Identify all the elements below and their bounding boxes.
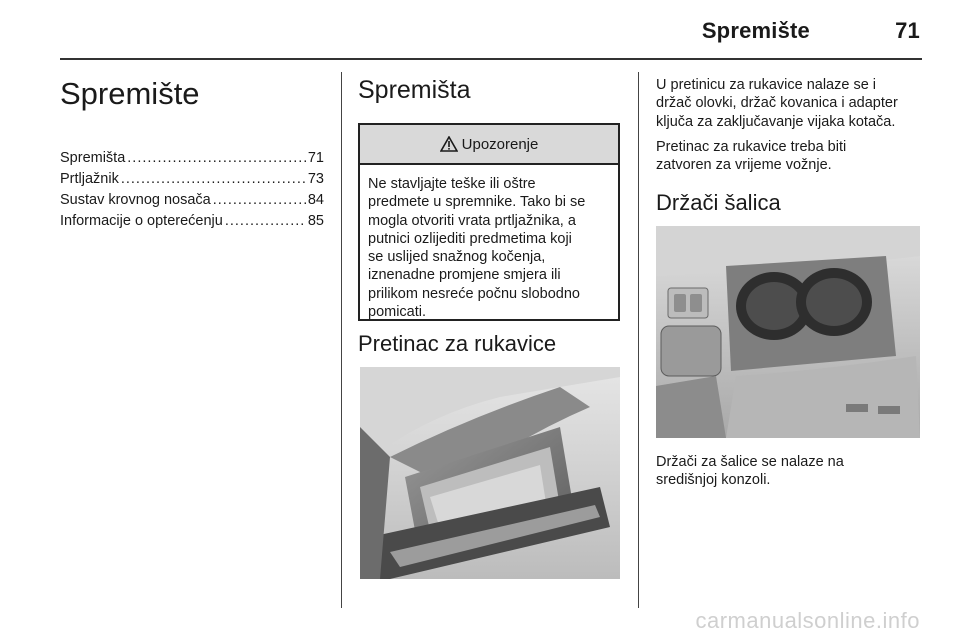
toc-page: 85: [307, 213, 324, 229]
column-divider-1: [341, 72, 342, 608]
header-rule: [60, 58, 922, 60]
cupholder-photo: [656, 226, 920, 438]
header-section-name: Spremište: [701, 18, 810, 43]
toc-label: Spremišta: [60, 150, 126, 166]
toc-page: 71: [307, 150, 324, 166]
column-divider-2: [638, 72, 639, 608]
toc-entry[interactable]: [60, 192, 324, 213]
toc-leader: [121, 171, 306, 187]
warning-line: Ne stavljajte teške ili oštre: [368, 176, 536, 192]
toc-entry[interactable]: [60, 213, 324, 234]
toc-entry[interactable]: [60, 171, 324, 192]
warning-line: predmete u spremnike. Tako bi se: [368, 194, 586, 211]
toc-page: 84: [307, 192, 324, 208]
header-page-number: 71: [895, 18, 920, 43]
warning-line: se uslijed snažnog kočenja,: [368, 249, 546, 266]
running-header: [620, 18, 920, 48]
warning-line: pomicati.: [368, 304, 427, 321]
watermark: carmanualsonline.info: [695, 608, 920, 633]
toc-label: Sustav krovnog nosača: [60, 192, 211, 208]
warning-line: iznenadne promjene smjera ili: [368, 267, 561, 284]
warning-box: [358, 123, 620, 321]
warning-text: [360, 165, 618, 321]
glovebox-description: [656, 76, 926, 181]
warning-title: Upozorenje: [461, 135, 539, 153]
cupholder-caption: Držači za šalice se nalaze na središnjoj konzoli.: [656, 454, 844, 489]
glovebox-photo: [360, 367, 620, 579]
subsection-title-glovebox: Pretinac za rukavice: [358, 331, 557, 356]
warning-line: putnici ozlijediti predmetima koji: [368, 230, 572, 247]
section-title: Spremišta: [358, 76, 471, 104]
paragraph: U pretinicu za rukavice nalaze se i držač olovki, držač kovanica i adapter ključa za zaključavanje vijaka kotača.: [656, 77, 898, 130]
toc-label: Informacije o opterećenju: [60, 213, 223, 229]
toc-leader: [225, 213, 306, 229]
toc-entry[interactable]: [60, 150, 324, 171]
warning-line: prilikom nesreće počnu slobodno: [368, 285, 580, 302]
toc-leader: [127, 150, 306, 166]
warning-line: mogla otvoriti vrata prtljažnika, a: [368, 212, 576, 229]
subsection-title-cupholders: Držači šalica: [656, 190, 781, 215]
warning-header: [360, 125, 618, 165]
paragraph: Pretinac za rukavice treba biti zatvoren za vrijeme vožnje.: [656, 138, 847, 174]
warning-triangle-icon: [440, 136, 458, 152]
table-of-contents: [60, 150, 324, 234]
toc-label: Prtljažnik: [60, 171, 119, 187]
toc-page: 73: [307, 171, 324, 187]
chapter-title: Spremište: [60, 76, 200, 111]
toc-leader: [213, 192, 306, 208]
